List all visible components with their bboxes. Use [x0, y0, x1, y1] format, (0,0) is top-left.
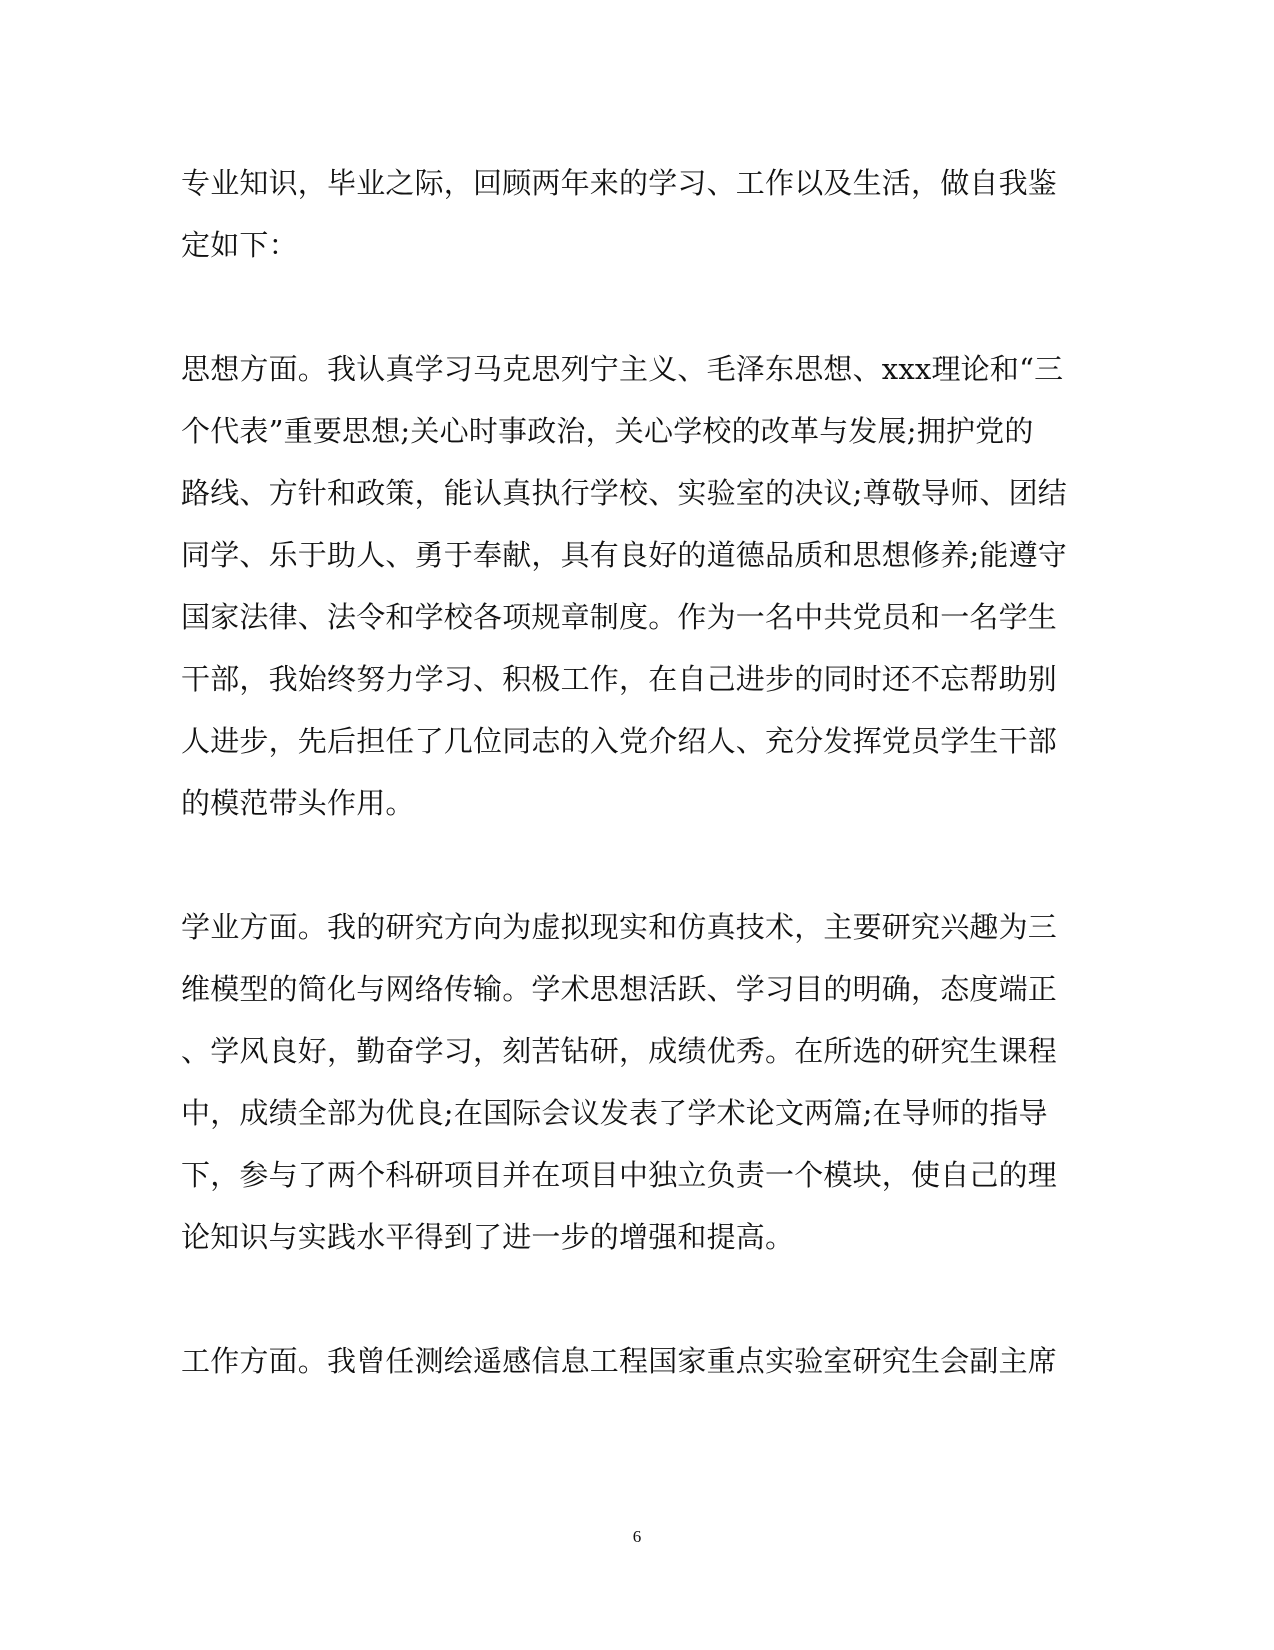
text-line: 定如下：: [181, 228, 298, 262]
paragraph-gap: [181, 834, 1051, 896]
body-text: [181, 152, 1067, 1392]
text-line: 人进步，先后担任了几位同志的入党介绍人、充分发挥党员学生干部: [181, 724, 1058, 758]
text-line: 下，参与了两个科研项目并在项目中独立负责一个模块，使自己的理: [181, 1158, 1058, 1192]
text-line: 维模型的简化与网络传输。学术思想活跃、学习目的明确，态度端正: [181, 972, 1058, 1006]
paragraph-gap: [181, 1268, 1051, 1330]
paragraph-intro: [181, 152, 1058, 276]
text-line: 、学风良好，勤奋学习，刻苦钻研，成绩优秀。在所选的研究生课程: [181, 1034, 1058, 1068]
text-line: 学业方面。我的研究方向为虚拟现实和仿真技术，主要研究兴趣为三: [181, 910, 1058, 944]
text-line: 国家法律、法令和学校各项规章制度。作为一名中共党员和一名学生: [181, 600, 1058, 634]
page-number: 6: [632, 1527, 642, 1546]
text-line: 个代表”重要思想;关心时事政治，关心学校的改革与发展;拥护党的: [181, 414, 1034, 448]
text-line: 同学、乐于助人、勇于奉献，具有良好的道德品质和思想修养;能遵守: [181, 538, 1067, 572]
paragraph-gap: [181, 276, 1051, 338]
paragraph-work: [181, 1330, 1058, 1392]
text-line: 工作方面。我曾任测绘遥感信息工程国家重点实验室研究生会副主席: [181, 1344, 1058, 1378]
text-line: 中，成绩全部为优良;在国际会议发表了学术论文两篇;在导师的指导: [181, 1096, 1048, 1130]
text-line: 论知识与实践水平得到了进一步的增强和提高。: [181, 1220, 795, 1254]
text-line: 干部，我始终努力学习、积极工作，在自己进步的同时还不忘帮助别: [181, 662, 1058, 696]
paragraph-academics: [181, 896, 1058, 1268]
text-line: 路线、方针和政策，能认真执行学校、实验室的决议;尊敬导师、团结: [181, 476, 1067, 510]
text-line: 思想方面。我认真学习马克思列宁主义、毛泽东思想、xxx理论和“三: [181, 352, 1064, 386]
text-line: 专业知识，毕业之际，回顾两年来的学习、工作以及生活，做自我鉴: [181, 166, 1058, 200]
text-line: 的模范带头作用。: [181, 786, 415, 820]
paragraph-ideology: [181, 338, 1067, 834]
